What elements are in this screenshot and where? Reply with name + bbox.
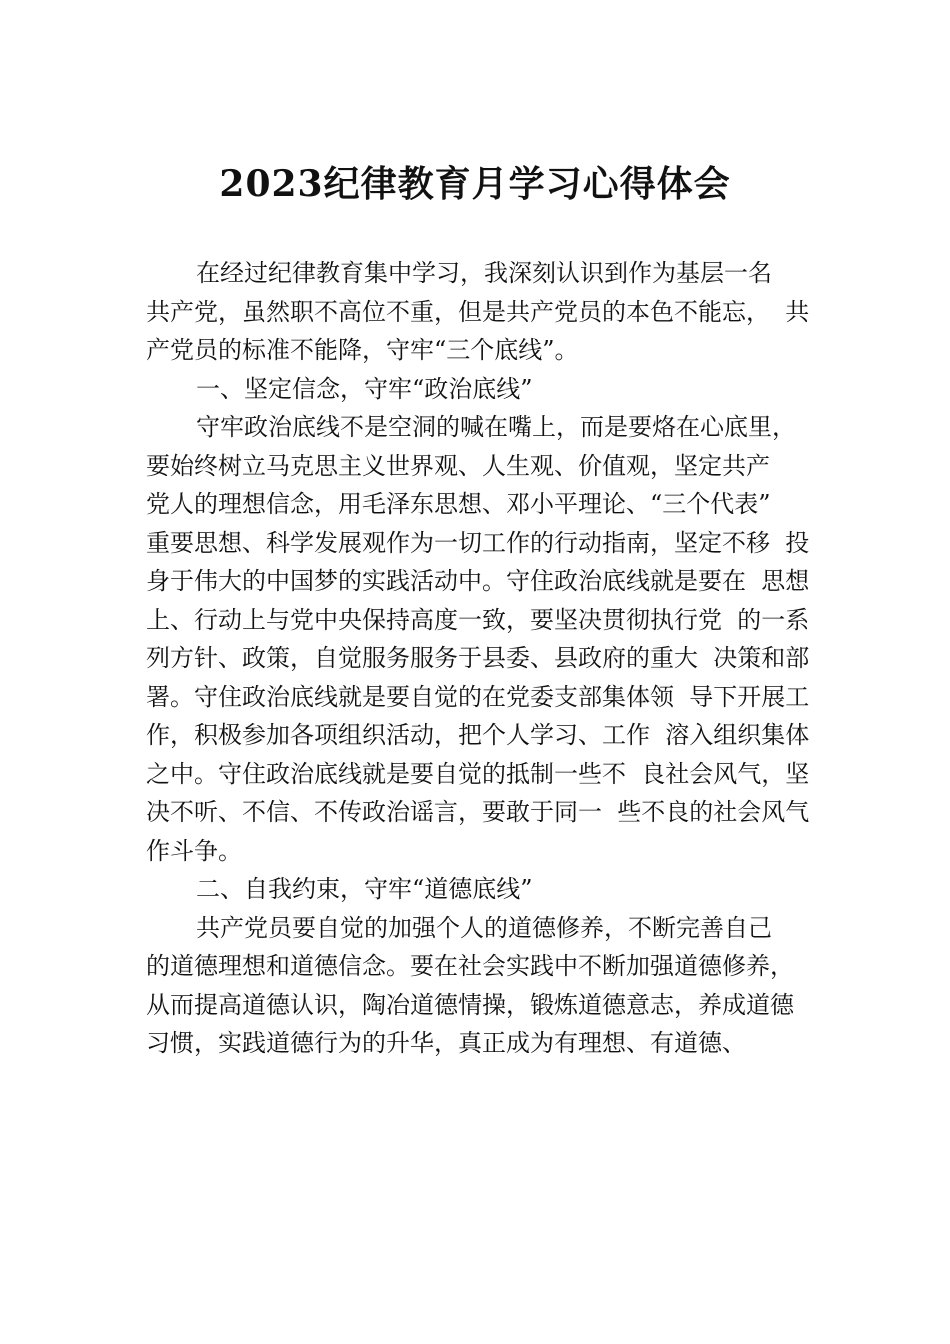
- text-line: 习惯，实践道德行为的升华，真正成为有理想、有道德、: [146, 1029, 746, 1057]
- text-line: 的道德理想和道德信念。要在社会实践中不断加强道德修养，: [146, 952, 794, 980]
- text-line: 共产党，虽然职不高位不重，但是共产党员的本色不能忘， 共: [146, 297, 810, 326]
- text-line: 列方针、政策，自觉服务服务于县委、县政府的重大 决策和部: [146, 644, 810, 672]
- text-line: 守牢政治底线不是空洞的喊在嘴上，而是要烙在心底里，: [196, 413, 796, 441]
- section-heading-moral: 二、自我约束，守牢“道德底线”: [196, 875, 533, 903]
- text-line: 署。守住政治底线就是要自觉的在党委支部集体领 导下开展工: [146, 682, 810, 711]
- text-line: 要始终树立马克思主义世界观、人生观、价值观，坚定共产: [146, 451, 770, 480]
- text-line: 在经过纪律教育集中学习，我深刻认识到作为基层一名: [196, 259, 772, 287]
- text-line: 共产党员要自觉的加强个人的道德修养，不断完善自己: [196, 913, 772, 942]
- text-line: 决不听、不信、不传政治谣言，要敢于同一 些不良的社会风气: [146, 798, 810, 826]
- section-heading-political: 一、坚定信念，守牢“政治底线”: [196, 374, 533, 403]
- text-line: 之中。守住政治底线就是要自觉的抵制一些不 良社会风气，坚: [146, 759, 810, 788]
- text-line: 产党员的标准不能降，守牢“三个底线”。: [146, 336, 579, 364]
- text-line: 党人的理想信念，用毛泽东思想、邓小平理论、“三个代表”: [146, 490, 771, 518]
- text-line: 上、行动上与党中央保持高度一致，要坚决贯彻执行党 的一系: [146, 605, 810, 634]
- text-line: 身于伟大的中国梦的实践活动中。守住政治底线就是要在 思想: [146, 567, 810, 595]
- document-title: 2023纪律教育月学习心得体会: [219, 163, 731, 205]
- text-line: 作，积极参加各项组织活动，把个人学习、工作 溶入组织集体: [146, 721, 810, 749]
- document-body: [146, 254, 836, 1063]
- text-line: 作斗争。: [146, 836, 242, 865]
- text-line: 从而提高道德认识，陶冶道德情操，锻炼道德意志，养成道德: [146, 990, 794, 1019]
- text-line: 重要思想、科学发展观作为一切工作的行动指南，坚定不移 投: [146, 528, 810, 557]
